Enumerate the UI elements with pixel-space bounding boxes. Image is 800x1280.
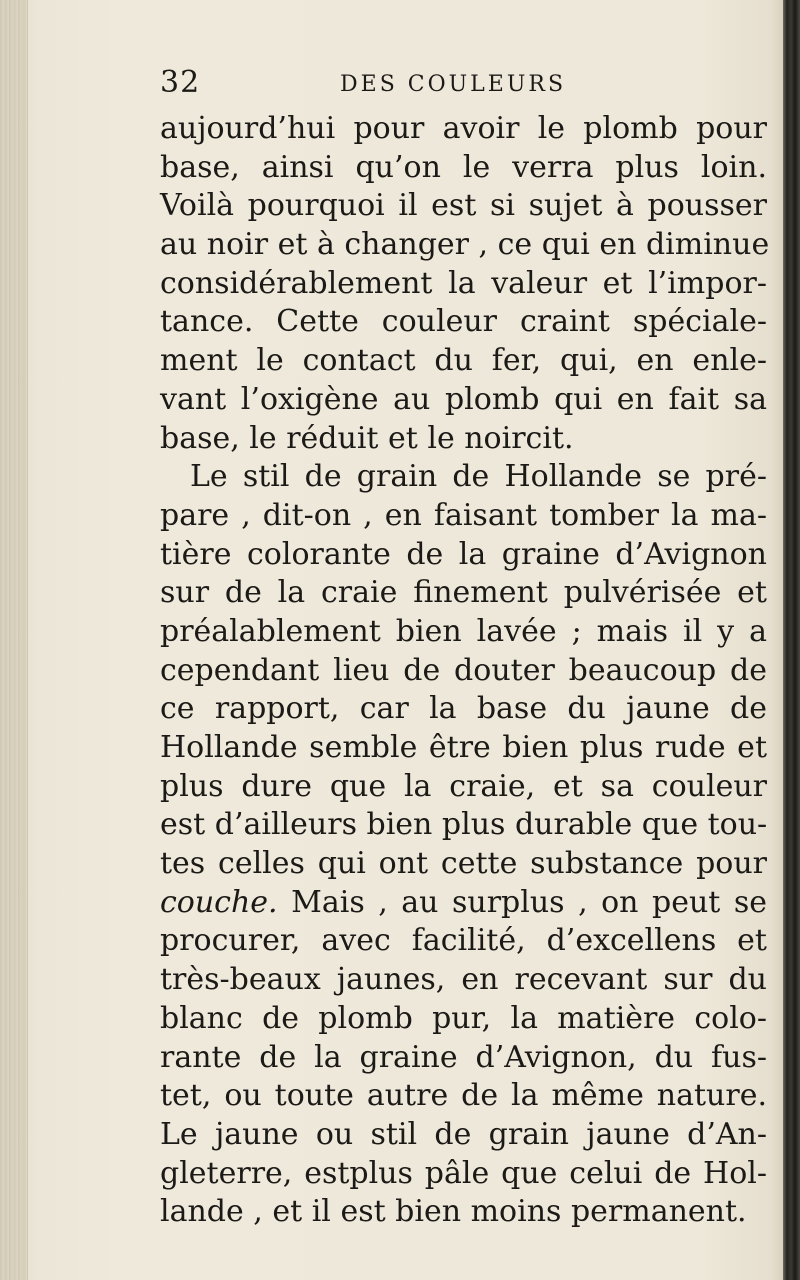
text-line: lande , et il est bien moins permanent.	[160, 1194, 747, 1230]
text-line-with-italic	[160, 884, 767, 923]
page-header	[160, 66, 760, 106]
text-line: plus dure que la craie, et sa couleur	[160, 768, 767, 804]
text-line: procurer, avec facilité, d’excellens et	[160, 923, 767, 959]
running-head: DES COULEURS	[340, 72, 567, 97]
paragraph-start-line: Le stil de grain de Hollande se pré-	[190, 459, 767, 495]
text-line: aujourd’hui pour avoir le plomb pour	[160, 111, 767, 146]
text-line: Hollande semble être bien plus rude et	[160, 730, 767, 765]
book-edge	[783, 0, 800, 1280]
text-line: cependant lieu de douter beaucoup de	[160, 652, 767, 688]
italic-word: couche.	[160, 884, 278, 920]
text-line: pare , dit-on , en faisant tomber la ma-	[160, 497, 767, 533]
binding-gutter	[0, 0, 28, 1280]
text-line: base, le réduit et le noircit.	[160, 420, 574, 456]
text-line: considérablement la valeur et l’impor-	[160, 265, 767, 301]
text-line: base, ainsi qu’on le verra plus loin.	[160, 149, 767, 185]
text-line: est d’ailleurs bien plus durable que tou-	[160, 807, 768, 843]
text-line: ce rapport, car la base du jaune de	[160, 691, 767, 727]
text-line: tière colorante de la graine d’Avignon	[160, 536, 767, 572]
text-line: blanc de plomb pur, la matière colo-	[160, 1000, 767, 1036]
body-text	[160, 110, 770, 1232]
text-line: au noir et à changer , ce qui en diminue	[160, 227, 770, 263]
text-line: ment le contact du fer, qui, en enle-	[160, 343, 767, 379]
text-line: rante de la graine d’Avignon, du fus-	[160, 1039, 767, 1075]
text-line: préalablement bien lavée ; mais il y a	[160, 613, 767, 649]
text-line: tet, ou toute autre de la même nature.	[160, 1078, 767, 1114]
text-line: Voilà pourquoi il est si sujet à pousser	[160, 188, 767, 224]
line-remainder: Mais , au surplus , on peut se	[291, 884, 767, 920]
text-line: tance. Cette couleur craint spéciale-	[160, 304, 767, 340]
text-line: vant l’oxigène au plomb qui en fait sa	[160, 381, 767, 417]
text-line: tes celles qui ont cette substance pour	[160, 846, 767, 882]
text-line: gleterre, estplus pâle que celui de Hol-	[160, 1155, 767, 1191]
text-line: sur de la craie finement pulvérisée et	[160, 575, 767, 611]
text-line: Le jaune ou stil de grain jaune d’An-	[160, 1116, 767, 1152]
page-number: 32	[160, 65, 201, 100]
text-line: très-beaux jaunes, en recevant sur du	[160, 962, 767, 998]
